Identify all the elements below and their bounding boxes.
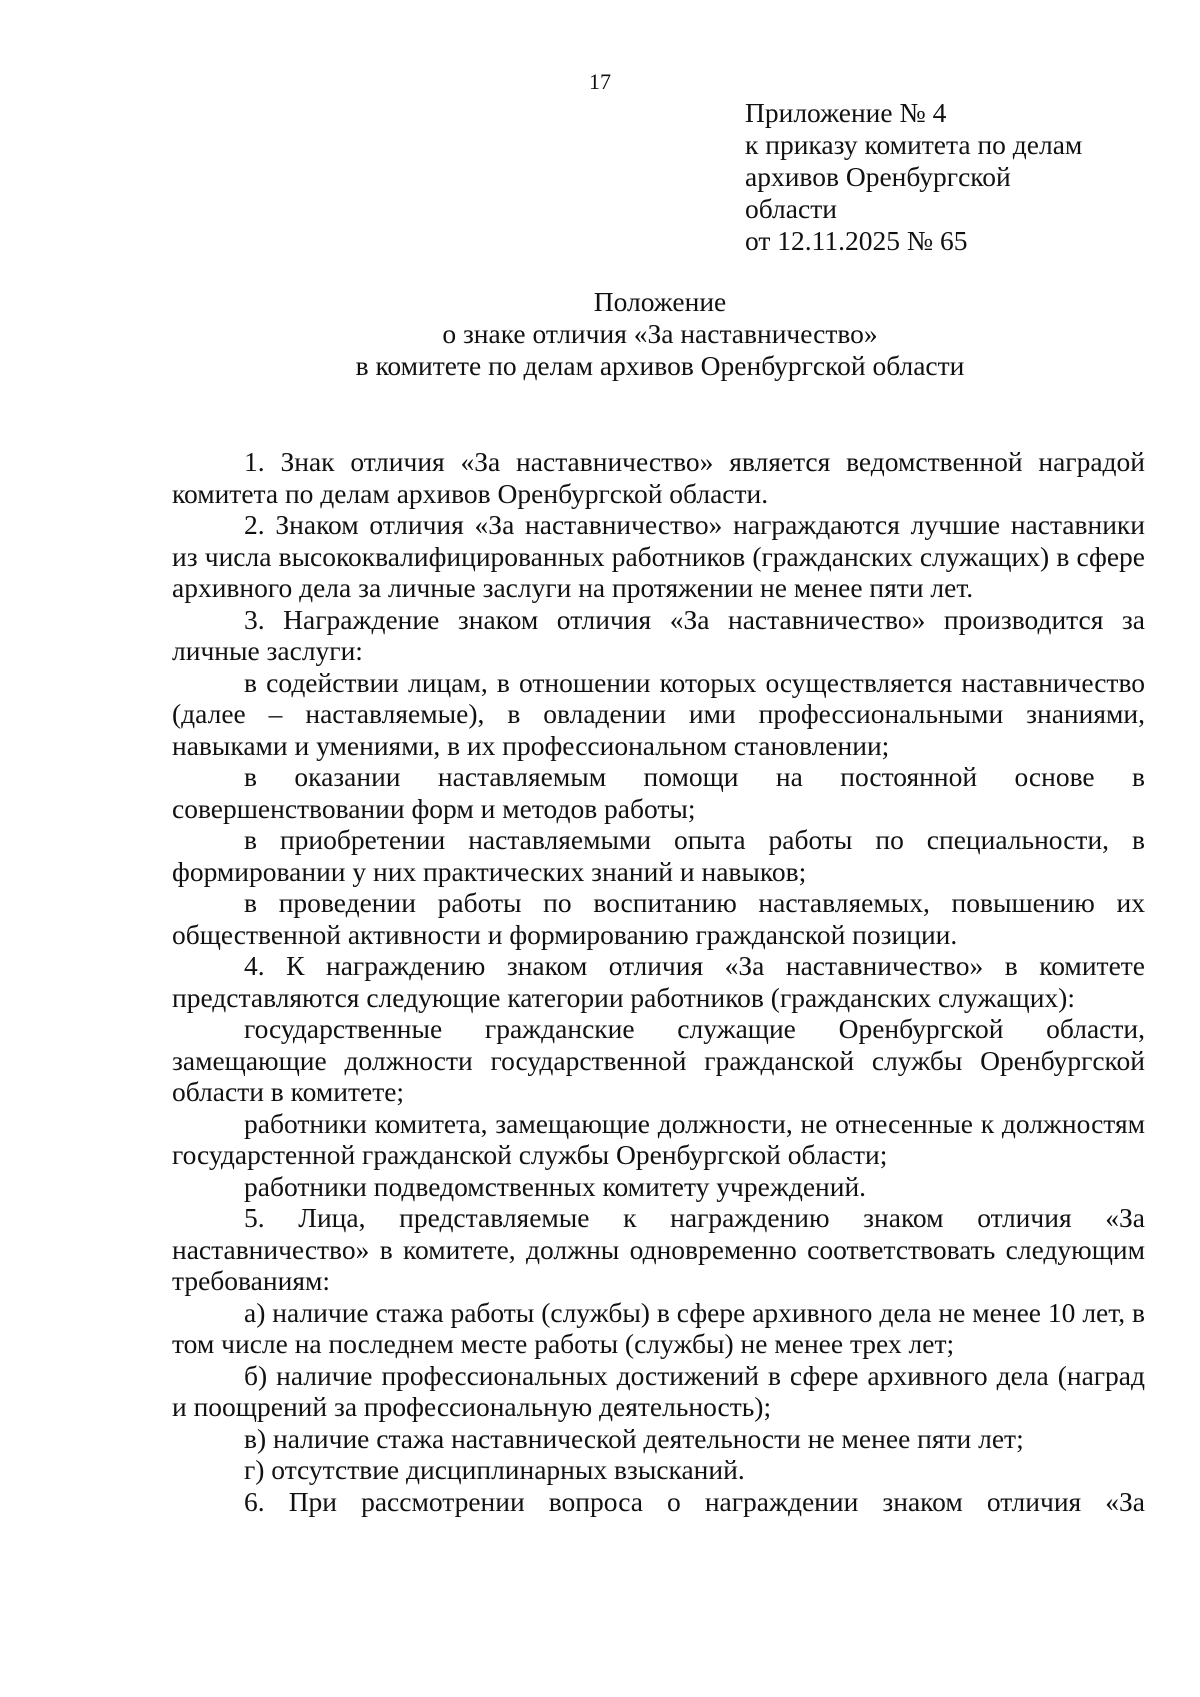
- paragraph: 6. При рассмотрении вопроса о награждении знаком отличия «За: [244, 1485, 1145, 1517]
- document-title: [0, 286, 1200, 382]
- appendix-line: к приказу комитета по делам: [745, 129, 1083, 160]
- paragraph: в содействии лицам, в отношении которых осуществляется наставничество (далее – наставляемые), в овладении ими профессиональными знаниями, навыками и умениями, в их профессиональном становлении;: [172, 666, 1145, 761]
- appendix-line: от 12.11.2025 № 65: [745, 225, 968, 256]
- appendix-header: [745, 97, 1165, 257]
- appendix-line: области: [745, 193, 837, 224]
- paragraph: в) наличие стажа наставнической деятельности не менее пяти лет;: [244, 1422, 1024, 1454]
- paragraph: работники подведомственных комитету учреждений.: [244, 1170, 867, 1202]
- appendix-line: архивов Оренбургской: [745, 161, 1011, 192]
- paragraph: 1. Знак отличия «За наставничество» является ведомственной наградой комитета по делам архивов Оренбургской области.: [172, 446, 1145, 509]
- page-number: 17: [589, 69, 611, 94]
- paragraph: 4. К награждению знаком отличия «За наставничество» в комитете представляются следующие категории работников (гражданских служащих):: [172, 950, 1145, 1013]
- paragraph: государственные гражданские служащие Оренбургской области, замещающие должности государственной гражданской службы Оренбургской области в комитете;: [172, 1013, 1145, 1107]
- title-line: о знаке отличия «За наставничество»: [442, 318, 878, 349]
- paragraph: работники комитета, замещающие должности, не отнесенные к должностям государстенной гражданской службы Оренбургской области;: [172, 1107, 1145, 1170]
- paragraph: 2. Знаком отличия «За наставничество» награждаются лучшие наставники из числа высококвалифицированных работников (гражданских служащих) в сфере архивного дела за личные заслуги на протяжении не менее пяти лет.: [172, 509, 1145, 603]
- paragraph: в проведении работы по воспитанию наставляемых, повышению их общественной активности и формированию гражданской позиции.: [172, 887, 1145, 950]
- paragraph: а) наличие стажа работы (службы) в сфере архивного дела не менее 10 лет, в том числе на последнем месте работы (службы) не менее трех лет;: [172, 1296, 1145, 1359]
- paragraph: г) отсутствие дисциплинарных взысканий.: [244, 1454, 745, 1485]
- paragraph: 3. Награждение знаком отличия «За наставничество» производится за личные заслуги:: [172, 603, 1145, 666]
- title-line: Положение: [593, 286, 727, 317]
- paragraph: 5. Лица, представляемые к награждению знаком отличия «За наставничество» в комитете, должны одновременно соответствовать следующим требованиям:: [172, 1202, 1145, 1296]
- paragraph: б) наличие профессиональных достижений в сфере архивного дела (наград и поощрений за профессиональную деятельность);: [172, 1359, 1145, 1422]
- appendix-line: Приложение № 4: [745, 97, 947, 128]
- document-body: [172, 446, 1145, 1517]
- paragraph: в оказании наставляемым помощи на постоянной основе в совершенствовании форм и методов работы;: [172, 761, 1145, 824]
- title-line: в комитете по делам архивов Оренбургской области: [355, 350, 965, 381]
- paragraph: в приобретении наставляемыми опыта работы по специальности, в формировании у них практических знаний и навыков;: [172, 824, 1145, 887]
